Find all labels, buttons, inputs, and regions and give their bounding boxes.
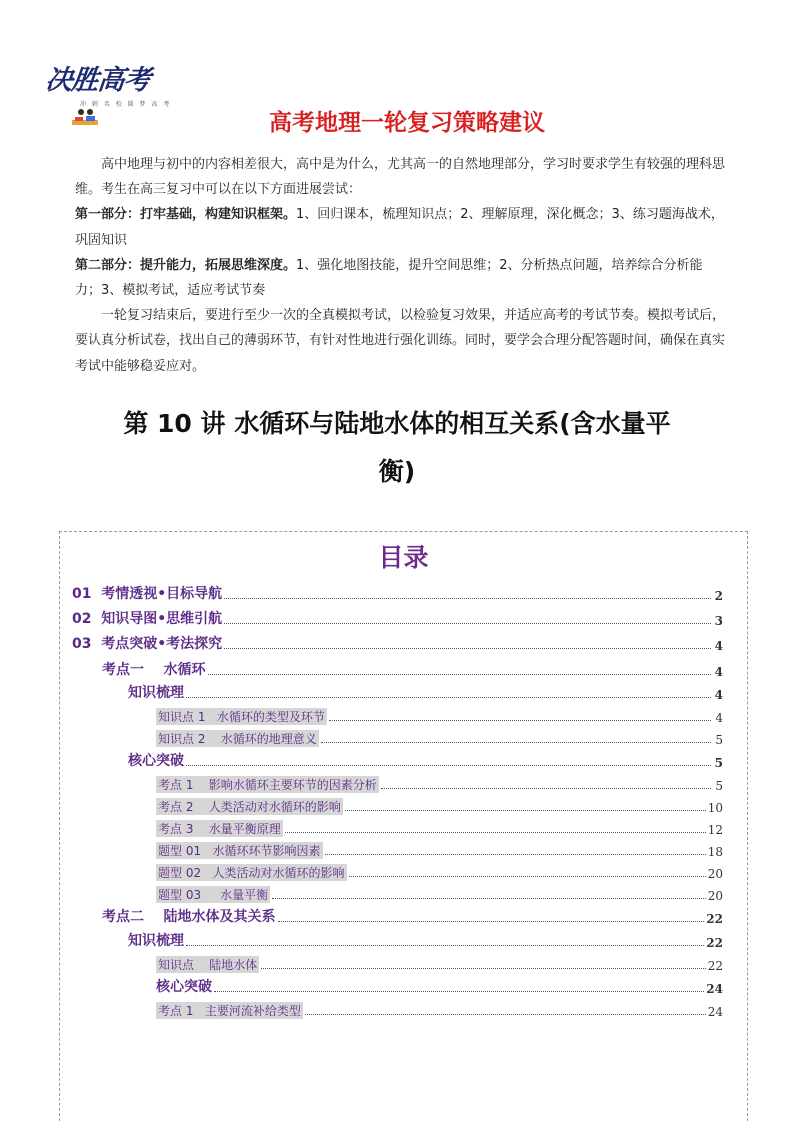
toc-entry-page: 2	[714, 589, 723, 603]
toc-entry-knowledge-point-2[interactable]	[156, 727, 723, 747]
intro-paragraph-4: 一轮复习结束后，要进行至少一次的全真模拟考试，以检验复习效果，并适应高考的考试节奏。模拟考试后，要认真分析试卷，找出自己的薄弱环节，有针对性地进行强化训练。同时，要学会合理分配答题时间，确保在真实考试中能够稳妥应对。	[75, 308, 726, 374]
intro-paragraph-3	[75, 253, 725, 303]
table-of-contents	[59, 531, 748, 1123]
toc-entry-label: 知识梳理	[128, 685, 184, 701]
toc-leader-dots	[381, 788, 711, 789]
toc-entry-label: 题型 01 水循环环节影响因素	[158, 844, 321, 858]
toc-entry-page: 4	[715, 711, 723, 725]
toc-entry-label: 考点 1 影响水循环主要环节的因素分析	[158, 778, 377, 792]
toc-leader-dots	[208, 674, 712, 675]
toc-entry-label: 题型 03 水量平衡	[158, 888, 269, 902]
toc-entry-page: 24	[707, 1005, 723, 1019]
toc-entry-page: 20	[707, 889, 723, 903]
toc-entry-question-type-02[interactable]	[156, 861, 723, 881]
intro-paragraph-1: 高中地理与初中的内容相差很大，高中是为什么，尤其高一的自然地理部分，学习时要求学生有较强的理科思维。考生在高三复习中可以在以下方面进展尝试：	[75, 157, 726, 198]
toc-entry-exam-point-2[interactable]	[156, 795, 723, 815]
toc-entry-section-03[interactable]	[72, 633, 723, 653]
toc-entry-label: 考点一 水循环	[102, 662, 206, 678]
toc-entry-page: 5	[715, 733, 723, 747]
page-header-title: 高考地理一轮复习策略建议	[269, 110, 545, 136]
toc-entry-exam-point-3[interactable]	[156, 817, 723, 837]
toc-entry-knowledge-review-1[interactable]	[128, 682, 723, 702]
toc-entry-topic-1[interactable]	[102, 659, 723, 679]
toc-entry-topic-2[interactable]	[102, 906, 723, 926]
toc-leader-dots	[329, 720, 711, 721]
part-two-text: 1、强化地图技能，提升空间思维；2、分析热点问题，培养综合分析能力；3、模拟考试，适应考试节奏	[75, 257, 703, 299]
toc-entry-label: 核心突破	[128, 753, 184, 769]
toc-entry-label: 考点二 陆地水体及其关系	[102, 909, 276, 925]
part-two-label: 第二部分：提升能力，拓展思维深度。	[75, 257, 297, 273]
toc-entry-page: 4	[714, 639, 723, 653]
toc-leader-dots	[305, 1014, 706, 1015]
chapter-title-line-1: 第 10 讲 水循环与陆地水体的相互关系(含水量平	[123, 409, 671, 438]
toc-leader-dots	[345, 810, 706, 811]
toc-leader-dots	[272, 898, 706, 899]
toc-entry-question-type-01[interactable]	[156, 839, 723, 859]
toc-entry-section-02[interactable]	[72, 608, 723, 628]
toc-leader-dots	[321, 742, 711, 743]
toc-entry-river-supply-types[interactable]	[156, 999, 723, 1019]
toc-leader-dots	[278, 921, 705, 922]
chapter-title-line-2: 衡)	[378, 457, 416, 486]
toc-entry-label: 核心突破	[156, 979, 212, 995]
toc-entry-knowledge-review-2[interactable]	[128, 930, 723, 950]
intro-paragraph-2	[75, 202, 725, 252]
toc-entry-page: 22	[706, 912, 723, 926]
toc-entry-core-breakthrough-1[interactable]	[128, 750, 723, 770]
toc-entry-label: 知识点 陆地水体	[158, 958, 258, 972]
part-one-text: 1、回归课本，梳理知识点；2、理解原理，深化概念；3、练习题海战术，巩固知识	[75, 207, 724, 248]
part-one-label: 第一部分：打牢基础，构建知识框架。	[75, 207, 297, 223]
toc-entry-page: 18	[707, 845, 723, 859]
toc-entry-section-01[interactable]	[72, 583, 723, 603]
toc-entry-label: 知识点 1 水循环的类型及环节	[158, 710, 325, 724]
toc-entry-label: 考点 3 水量平衡原理	[158, 822, 281, 836]
toc-entry-exam-point-1[interactable]	[156, 773, 723, 793]
toc-entry-knowledge-point-1[interactable]	[156, 705, 723, 725]
toc-entry-page: 12	[707, 823, 723, 837]
toc-leader-dots	[186, 697, 711, 698]
toc-leader-dots	[214, 991, 704, 992]
toc-heading: 目录	[378, 543, 429, 572]
toc-entry-page: 24	[706, 982, 723, 996]
toc-leader-dots	[224, 623, 711, 624]
logo-subtitle: 冲 刺 名 校 圆 梦 高 考	[80, 101, 172, 108]
toc-entry-page: 5	[715, 779, 723, 793]
toc-entry-page: 22	[706, 936, 723, 950]
chapter-title	[60, 400, 734, 496]
toc-leader-dots	[285, 832, 706, 833]
toc-entry-knowledge-point-land-water[interactable]	[156, 953, 723, 973]
toc-leader-dots	[186, 945, 704, 946]
toc-entry-label: 知识点 2 水循环的地理意义	[158, 732, 317, 746]
toc-entry-page: 10	[707, 801, 723, 815]
toc-entry-label: 03 考点突破•考法探究	[72, 636, 223, 652]
toc-entry-page: 4	[714, 665, 723, 679]
toc-entry-page: 22	[707, 959, 723, 973]
toc-entry-page: 3	[714, 614, 723, 628]
toc-entry-question-type-03[interactable]	[156, 883, 723, 903]
toc-entry-page: 20	[707, 867, 723, 881]
intro-section	[75, 152, 725, 379]
logo-text: 决胜高考	[44, 65, 152, 96]
toc-leader-dots	[349, 876, 706, 877]
toc-entry-label: 01 考情透视•目标导航	[72, 586, 223, 602]
toc-entry-label: 考点 2 人类活动对水循环的影响	[158, 800, 341, 814]
toc-entry-label: 题型 02 人类活动对水循环的影响	[158, 866, 345, 880]
toc-leader-dots	[224, 598, 711, 599]
toc-leader-dots	[224, 648, 711, 649]
toc-entry-label: 知识梳理	[128, 933, 184, 949]
toc-entry-page: 4	[714, 688, 723, 702]
toc-entry-core-breakthrough-2[interactable]	[156, 976, 723, 996]
toc-entry-label: 考点 1 主要河流补给类型	[158, 1004, 301, 1018]
toc-leader-dots	[261, 968, 705, 969]
toc-leader-dots	[325, 854, 706, 855]
toc-entry-page: 5	[714, 756, 723, 770]
toc-entry-label: 02 知识导图•思维引航	[72, 611, 223, 627]
toc-leader-dots	[186, 765, 711, 766]
